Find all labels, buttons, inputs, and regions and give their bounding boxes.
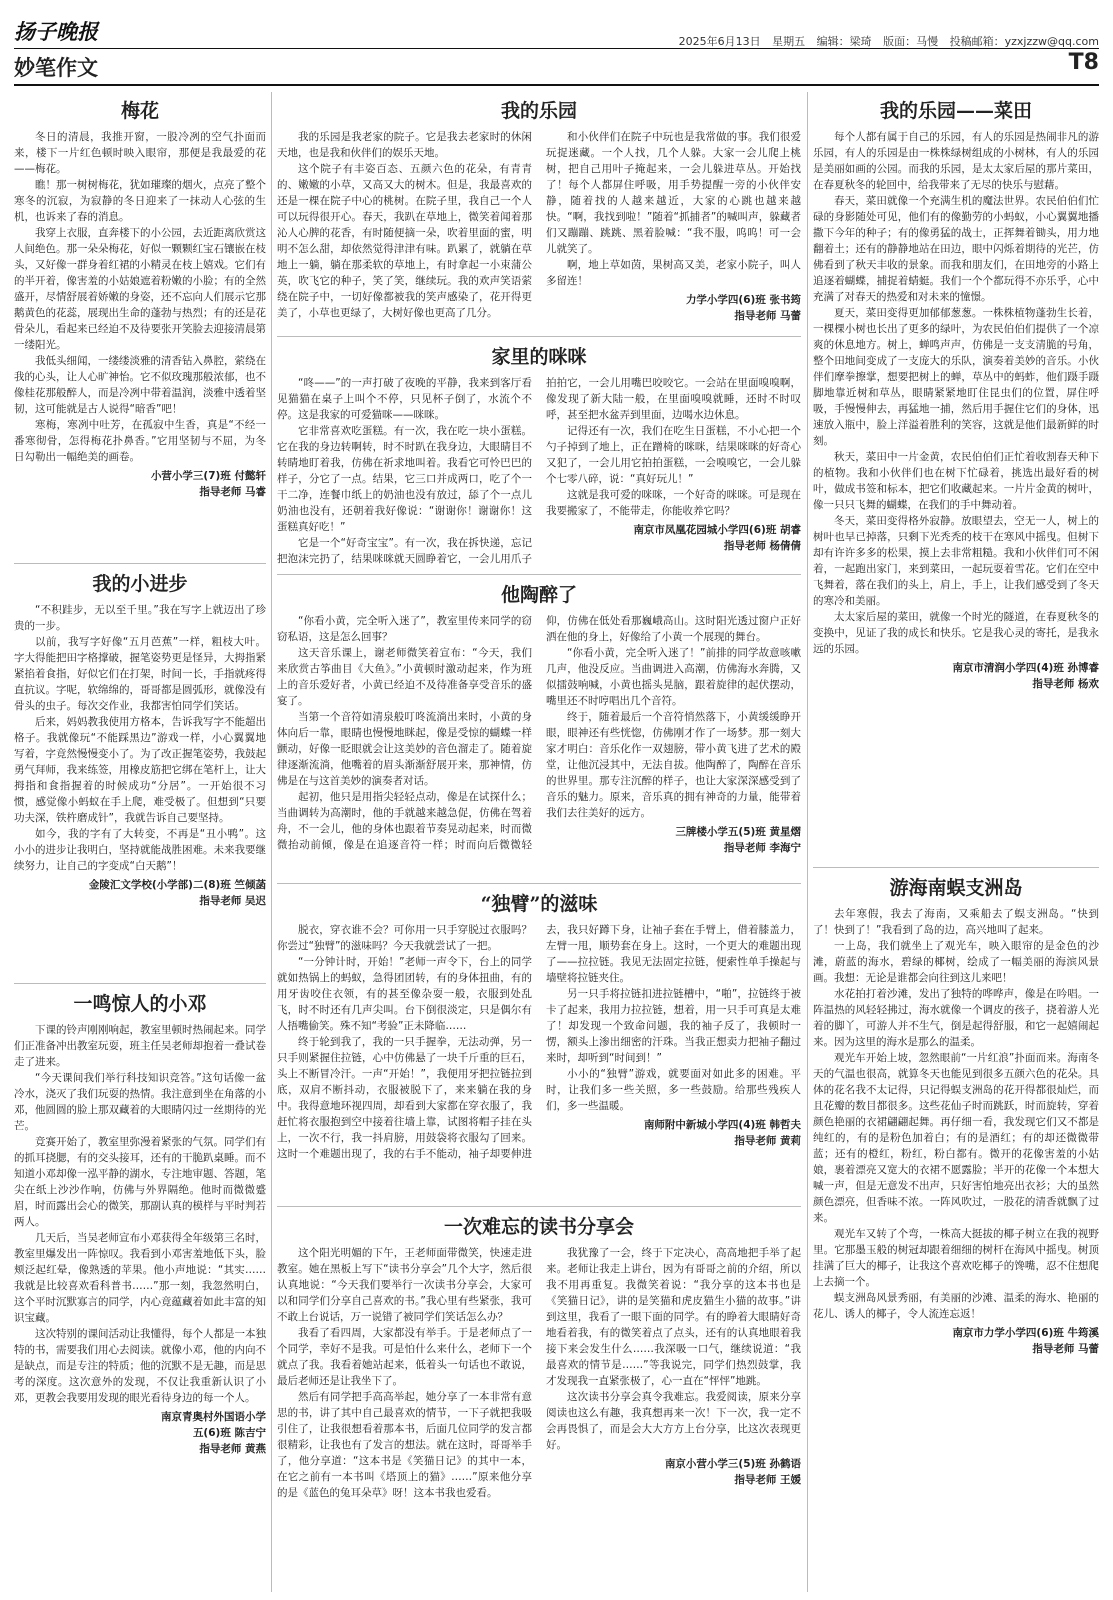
article-body bbox=[14, 1022, 266, 1406]
paragraph: 记得还有一次，我们在吃生日蛋糕，不小心把一个勺子掉到了地上，正在蹭椅的咪咪，结果咪咪的好奇心又犯了，一会儿用它拍拍蛋糕，一会嗅嗅它，一会儿躲个七零八碎，说：“真好玩儿！” bbox=[546, 425, 801, 485]
author-school: 南京小营小学三(5)班 孙鹤语 bbox=[664, 1458, 801, 1470]
article-title: 我的乐园——菜田 bbox=[879, 100, 1032, 122]
byline bbox=[14, 877, 266, 909]
paragraph: 竞赛开始了，教室里弥漫着紧张的气氛。同学们有的抓耳挠腮，有的交头接耳，还有的干脆趴桌睡。而不知道小邓却像一泓平静的湖水，专注地审题、答题，笔尖在纸上沙沙作响，仿佛与外界隔绝。他时而微微蹙眉，时而露出会心的微笑，那副认真的模样与平时判若两人。 bbox=[14, 1136, 266, 1228]
paragraph: 寒梅，寒冽中吐芳，在孤寂中生香，真是“不经一番寒彻骨，怎得梅花扑鼻香。”它用坚韧与不屈，为冬日勾勒出一幅绝美的画卷。 bbox=[14, 419, 266, 463]
paragraph: 我犹豫了一会，终于下定决心，高高地把手举了起来。老师让我走上讲台，因为有哥哥之前的介绍，所以我不用再重复。我微笑着说：“我分享的这本书也是《笑猫日记》，讲的是笑猫和虎皮猫生小猫的故事。”讲到这里，我看了一眼下面的同学。有的睁着大眼睛好奇地看着我，有的微笑着点了点头，还有的认真地眼着我接下来会发生什么……我深吸一口气，继续说道：“我最喜欢的情节是……”等我说完，同学们热烈鼓掌，我才发现我一直紧张极了，心一直在“怦怦”地跳。 bbox=[546, 1247, 801, 1387]
author-school: 南京市力学小学四(6)班 牛筠溪 bbox=[952, 1327, 1099, 1339]
divider bbox=[277, 574, 801, 575]
paragraph: 后来，妈妈教我使用方格本，告诉我写字不能超出格子。我就像玩“不能踩黑边”游戏一样，小心翼翼地写着，字竟然慢慢变小了。为了改正握笔姿势，我鼓起勇气拜师，我来练签，用橡皮筋把它绑在笔杆上，让大拇指和食指握着的时候成功“分居”。一开始很不习惯，感觉像小蚂蚁在手上爬，难受极了。但想到“只要功夫深，铁杵磨成针”，我就告诉自己要坚持。 bbox=[14, 716, 266, 824]
divider bbox=[14, 983, 266, 984]
paragraph: 观光车开始上坡，忽然眼前“一片红浪”扑面而来。海南冬天的气温也很高，就算冬天也能见到很多五颜六色的花朵。具体的花名我不太记得，只记得蜈支洲岛的花开得都很灿烂，而且花瓣的数目都很多。这些花仙子时而跳跃，时而旋转，穿着颜色艳丽的衣裙翩翩起舞。再仔细一看，我发现它们又不都是纯红的，有的是粉色加着白；有的是酒红；有的却还微微带蓝；还有的橙红，粉红，粉白都有。微开的花像害羞的小姑娘，裹着漂亮又宽大的衣裙不愿露脸；半开的花像一个本想大喊一声，但是无意发不出声，只好害怕地亮出衣衫；大的虽然颜色漂亮，但香味不浓。一阵风吹过，一股花的清香就飘了过来。 bbox=[813, 1052, 1099, 1224]
article-body bbox=[277, 1245, 801, 1501]
paragraph: 终于，随着最后一个音符悄然落下，小黄缓缓睁开眼，眼神还有些恍惚，仿佛刚才作了一场梦。那一刻大家才明白：音乐化作一双翅膀，带小黄飞进了艺术的殿堂，让他沉浸其中，无法自拔。他陶醉了，陶醉在音乐的世界里。那专注沉醉的样子，也让大家深深感受到了音乐的魅力。原来，音乐真的拥有神奇的力量，能带着我们去往美好的远方。 bbox=[546, 711, 801, 819]
divider bbox=[277, 883, 801, 884]
paragraph: “一分钟计时，开始！”老师一声令下，台上的同学就如热锅上的蚂蚁，急得团团转，有的身体扭曲，有的用牙齿咬住衣领，有的甚至像杂耍一般，衣服到处乱飞，时不时还有几声尖叫。台下倒很淡定，只是偶尔有人捂嘴偷笑。殊不知“考验”正未降临…… bbox=[277, 956, 532, 1032]
paragraph: 当第一个音符如清泉般叮咚流淌出来时，小黄的身体向后一靠，眼睛也慢慢地眯起，像是受惊的蝴蝶一样颤动，好像一眨眼就会让这美妙的音色溜走了。随着旋律逐渐流淌，他嘴着的眉头渐渐舒展开来，那神情，仿佛是在与这首美妙的演奏者对话。 bbox=[277, 711, 532, 787]
paragraph: 冬日的清晨，我推开窗，一股冷冽的空气扑面而来，楼下一片红色顿时映入眼帘，那便是我最爱的花——梅花。 bbox=[14, 131, 266, 175]
paragraph: 以前，我写字好像“五月芭蕉”一样，粗枝大叶。字大得能把田字格撑破，握笔姿势更是怪异，大拇指紧紧掐着食指，好似它们在打架，时间一长，手指就疼得直抗议。字呢，软绵绵的，哥哥都是圆弧形，就像没有骨头的虫子。每次交作业，我都害怕同学们笑话。 bbox=[14, 636, 266, 712]
paragraph: 这个阳光明媚的下午，王老师面带微笑，快速走进教室。她在黑板上写下“读书分享会”几个大字，然后很认真地说：“今天我们要举行一次读书分享会，大家可以和同学们分享自己喜欢的书。”我心里有些紧张，我可不敢上台说话，万一说错了被同学们笑话怎么办？ bbox=[277, 1247, 532, 1323]
paragraph: 它是一个“好奇宝宝”。有一次，我在拆快递，忘记把泡沫完扔了，结果咪咪就天圆睁着它，一会儿用爪子拍拍它，一会儿用嘴巴咬咬它。一会站在里面嗅嗅啊，像发现了新大陆一般，在里面嗅嗅就睡，还时不时叹呼，甚至把水盆弄到里面，边喝水边休息。 bbox=[277, 377, 801, 565]
paragraph: 一上岛，我们就坐上了观光车，映入眼帘的是金色的沙滩，蔚蓝的海水，碧绿的椰树，绘成了一幅美丽的海滨风景画。我想：无论是谁都会向往到这儿来吧！ bbox=[813, 940, 1099, 984]
teacher-credit: 指导老师 杨欢 bbox=[1032, 678, 1099, 690]
article-dushu bbox=[277, 1212, 801, 1589]
paragraph: 几天后，当吴老师宣布小邓获得全年级第三名时，教室里爆发出一阵惊叹。我看到小邓害羞地低下头，脸颊泛起红晕，像熟透的苹果。他小声地说：“其实……我就是比较喜欢看科普书……”那一刻，我忽然明白，这个平时沉默寡言的同学，内心竟蕴藏着如此丰富的知识宝藏。 bbox=[14, 1232, 266, 1324]
teacher-credit: 指导老师 杨倩倩 bbox=[723, 540, 801, 552]
masthead-rule-bottom bbox=[14, 84, 1099, 86]
section-title: 妙笔作文 bbox=[14, 55, 98, 80]
article-leyuan bbox=[277, 96, 801, 331]
column-divider-left bbox=[271, 92, 272, 1592]
paragraph: 小小的“独臂”游戏，就要面对如此多的困难。平时，让我们多一些关照，多一些鼓励。给那些残疾人们，多一些温暖。 bbox=[546, 1068, 801, 1112]
paragraph: 另一只手将拉链扣进拉链槽中，“啪”，拉链终于被卡了起来，我用力拉拉链，想着，用一只手可真是太难了！却发现一个致命问题，我的袖子反了，我顿时一愣，额头上渗出细密的汗珠。当我正想卖力把袖子翻过来时，却听到“时间到！” bbox=[546, 988, 801, 1064]
byline bbox=[546, 824, 801, 856]
article-body bbox=[14, 602, 266, 874]
article-title: 他陶醉了 bbox=[500, 584, 577, 606]
paragraph: 每个人都有属于自己的乐园，有人的乐园是热闹非凡的游乐园，有人的乐园是由一株株绿树组成的小树林，有人的乐园是美丽如画的公园。而我的乐园，是太太家后屋的那片菜田，在春夏秋冬的轮回中，给我带来了无尽的快乐与慰藉。 bbox=[813, 131, 1099, 191]
paragraph: 下课的铃声刚刚响起，教室里顿时热闹起来。同学们正准备冲出教室玩耍，班主任吴老师却抱着一叠试卷走了进来。 bbox=[14, 1024, 266, 1068]
paragraph: 我低头细闻，一缕缕淡雅的清香钻入鼻腔，萦绕在我的心头，让人心旷神怡。它不似玫瑰那般浓郁，也不像桂花那般醉人，而是冷冽中带着温润，淡雅中透着坚韧，这可能就是古人说得“暗香”吧！ bbox=[14, 355, 266, 415]
paragraph: 春天，菜田就像一个充满生机的魔法世界。农民伯伯们忙碌的身影随处可见，他们有的像勤劳的小蚂蚁，小心翼翼地播撒下今年的种子；有的像勇猛的战士，正挥舞着锄头，用力地翻着土；还有的静静地站在田边，眼中闪烁着期待的光芒，仿佛看到了秋天丰收的景象。而我和朋友们，在田地旁的小路上追逐着蝴蝶，捕捉着蜻蜓。我们一个个都玩得不亦乐乎，心中充满了对春天的热爱和对未来的憧憬。 bbox=[813, 195, 1099, 303]
byline bbox=[546, 1456, 801, 1488]
paragraph: 脱衣，穿衣谁不会？可你用一只手穿脱过衣服吗？你尝过“独臂”的滋味吗？今天我就尝试了一把。 bbox=[277, 924, 532, 952]
paragraph: “你看小黄，完全听入迷了”，教室里传来同学的窃窃私语，这是怎么回事？ bbox=[277, 615, 532, 643]
newspaper-logo: 扬子晚报 bbox=[14, 19, 98, 44]
paragraph: “今天课间我们举行科技知识竞答。”这句话像一盆冷水，浇灭了我们玩耍的热情。我注意到坐在角落的小邓，他圆圆的脸上那双藏着的大眼睛闪过一丝期待的光芒。 bbox=[14, 1072, 266, 1132]
paragraph: 观光车又转了个弯，一株高大挺拔的椰子树立在我的视野里。它那墨玉般的树冠却跟着细细的树杆在海风中摇曳。树顶挂满了巨大的椰子，让我这个喜欢吃椰子的馋嘴，忍不住想爬上去摘一个。 bbox=[813, 1228, 1099, 1288]
paragraph: “你看小黄，完全听入迷了！”前排的同学故意咳嗽几声，他没反应。当曲调进入高潮，仿佛海水奔腾，又似擂鼓响喊，小黄也摇头晃脑，跟着旋律的起伏摆动，嘴里还不时哼唱出几个音符。 bbox=[546, 647, 801, 707]
author-school: 三牌楼小学五(5)班 黄星熠 bbox=[675, 826, 801, 838]
divider bbox=[277, 1206, 801, 1207]
column-divider-right bbox=[807, 92, 808, 1592]
article-meihua bbox=[14, 96, 266, 558]
paragraph: “不积跬步，无以至千里。”我在写字上就迈出了珍贵的一步。 bbox=[14, 604, 266, 632]
byline bbox=[14, 1409, 266, 1457]
paragraph: 蜈支洲岛风景秀丽，有美丽的沙滩、温柔的海水、艳丽的花儿、诱人的椰子，令人流连忘返！ bbox=[813, 1292, 1099, 1320]
article-title: 梅花 bbox=[120, 100, 159, 122]
paragraph: 起初，他只是用指尖轻轻点动，像是在试探什么；当曲调转为高潮时，他的手就越来越急促，仿佛在驾着舟，不一会儿，他的身体也跟着节奏晃动起来，时而微微抬动前倾，像是在追逐音符一样；时而向后微微轻仰，仿佛在低处看那巍峨高山。这时阳光透过窗户正好洒在他的身上，好像给了小黄一个展现的舞台。 bbox=[277, 615, 801, 851]
article-mimi bbox=[277, 342, 801, 569]
paragraph: 去年寒假，我去了海南，又乘船去了蜈支洲岛。“快到了！快到了！”我看到了岛的边，高兴地叫了起来。 bbox=[813, 908, 1099, 936]
author-school: 金陵汇文学校(小学部)二(8)班 竺倾菡 bbox=[88, 879, 266, 891]
teacher-credit: 指导老师 王媛 bbox=[734, 1474, 801, 1486]
article-body bbox=[277, 613, 801, 856]
teacher-credit: 指导老师 吴迟 bbox=[199, 895, 266, 907]
article-dubi bbox=[277, 889, 801, 1201]
paragraph: 我看了看四周，大家都没有举手。于是老师点了一个同学，幸好不是我。可是怕什么来什么，老师下一个就点了我。我看着她站起来，低着头一句话也不敢说，最后老师还是让我坐下了。 bbox=[277, 1327, 532, 1387]
byline bbox=[546, 292, 801, 324]
article-title: 我的乐园 bbox=[500, 100, 577, 122]
author-school: 南京青奥村外国语小学 bbox=[161, 1411, 266, 1423]
teacher-credit: 指导老师 李海宁 bbox=[723, 842, 801, 854]
paragraph: 冬天，菜田变得格外寂静。放眼望去，空无一人，树上的树叶也早已掉落，只剩下光秃秃的枝干在寒风中摇曳。但树下却有许许多多的松果，摸上去非常粗糙。我和小伙伴们可不闲着，一起跑出家门，来到菜田，一起玩耍着雪花。它们在空中飞舞着，落在我们的头上，肩上，手上，让我们感受到了冬天的寒冷和美丽。 bbox=[813, 515, 1099, 607]
paragraph: 这天音乐课上，谢老师微笑着宣布：“今天，我们来欣赏古筝曲目《大鱼》。”小黄顿时激动起来，作为班上的音乐爱好者，小黄已经迫不及待准备享受音乐的盛宴了。 bbox=[277, 647, 532, 707]
article-body bbox=[813, 906, 1099, 1322]
issue-date: 2025年6月13日 bbox=[678, 35, 761, 48]
author-school: 力学小学四(6)班 张书筠 bbox=[685, 294, 801, 306]
issue-info bbox=[671, 33, 1099, 49]
paragraph: 它非常喜欢吃蛋糕。有一次，我在吃一块小蛋糕。它在我的身边转啊转，时不时趴在我身边，大眼睛目不转睛地盯着我，仿佛在祈求地叫着。我看它可怜巴巴的样子，分它了一点。结果，它三口并成两口，吃了个一干二净，连餐巾纸上的奶油也没有放过，舔了个一点儿奶油也没有，还朝着我好像说：“谢谢你！谢谢你！这蛋糕真好吃！” bbox=[277, 425, 532, 533]
teacher-credit: 指导老师 马蕾 bbox=[734, 310, 801, 322]
article-jinbu bbox=[14, 569, 266, 978]
author-school: 小营小学三(7)班 付懿轩 bbox=[150, 470, 266, 482]
article-title: “独臂”的滋味 bbox=[480, 893, 598, 915]
divider bbox=[813, 867, 1099, 868]
submission-email: 投稿邮箱：yzxjzzw@qq.com bbox=[949, 35, 1099, 48]
paragraph: 这个院子有丰姿百态、五颜六色的花朵，有青青的、嫩嫩的小草，又高又大的树木。但是，我最喜欢的还是一棵在院子中心的桃树。在院子里，我自己一个人可以玩得很开心。春天，我趴在草地上，微笑着闻着那沁人心脾的花香，有时随便摘一朵，吹着里面的蜜，明明不怎么甜，却依然觉得津津有味。趴累了，就躺在草地上一躺，躺在那柔软的草地上，有时拿起一小束蒲公英，吹飞它的种子，笑了笑，继续玩。我的欢声笑语萦绕在院子中，一切好像都被我的笑声感染了，花开得更美了，小草也更绿了，大树好像也更高了几分。 bbox=[277, 163, 532, 319]
article-body bbox=[813, 129, 1099, 657]
article-title: 我的小进步 bbox=[92, 573, 188, 595]
paragraph: 这就是我可爱的咪咪，一个好奇的咪咪。可是现在我要搬家了，不能带走，你能收养它吗？ bbox=[546, 489, 801, 517]
paragraph: 夏天，菜田变得更加郁郁葱葱。一株株植物蓬勃生长着，一棵棵小树也长出了更多的绿叶，为农民伯伯们提供了一个凉爽的休息地方。树上，蝉鸣声声，仿佛是一支支清脆的号角，整个田地间变成了一支庞大的乐队，演奏着美妙的音乐。小伙伴们摩拳擦掌，想要把树上的蝉，草丛中的蚂蚱，他们蹑手蹑脚地靠近树和草丛，眼睛紧紧地盯住昆虫们的位置，屏住呼吸，手慢慢伸去，再猛地一捕，然后用手握住它们的身体，迅速放入瓶中，脸上洋溢着胜利的笑容，这就是他们最新鲜的时刻。 bbox=[813, 307, 1099, 447]
byline bbox=[813, 660, 1099, 692]
paragraph: 和小伙伴们在院子中玩也是我常做的事。我们很爱玩捉迷藏。一个人找，几个人躲。大家一会儿爬上桃树，把自己用叶子掩起来，一会儿躲进草丛。开始找了！每个人都屏住呼吸，用手势提醒一旁的小伙伴安静，随着找的人越来越近，大家的心跳也越来越快。“啊，我找到啦！”随着“抓捕者”的喊叫声，躲藏者们又蹦蹦、跳跳、黑着脸喊：“我不服，呜呜！可一会儿就笑了。 bbox=[546, 131, 801, 255]
author-school: 南京市凤凰花园城小学四(6)班 胡睿 bbox=[633, 524, 801, 536]
divider bbox=[277, 336, 801, 337]
paragraph: 瞧！那一树树梅花，犹如璀璨的烟火，点亮了整个寒冬的沉寂，为寂静的冬日迎来了一抹动人心弦的生机，也诉来了春的消息。 bbox=[14, 179, 266, 223]
teacher-credit: 指导老师 马睿 bbox=[199, 486, 266, 498]
paragraph: 我的乐园是我老家的院子。它是我去老家时的休闲天地，也是我和伙伴们的娱乐天地。 bbox=[277, 131, 532, 159]
teacher-credit: 指导老师 黄莉 bbox=[734, 1135, 801, 1147]
byline bbox=[546, 1117, 801, 1149]
paragraph: 秋天，菜田中一片金黄，农民伯伯们正忙着收割春天种下的植物。我和小伙伴们也在树下忙碌着，挑选出最好看的树叶，做成书签和标本，把它们收藏起来。一片片金黄的树叶，像一只只飞舞的蝴蝶，在我们的手中舞动着。 bbox=[813, 451, 1099, 511]
author-class: 五(6)班 陈吉宁 bbox=[192, 1427, 266, 1439]
byline bbox=[813, 1325, 1099, 1357]
article-title: 游海南蜈支洲岛 bbox=[889, 877, 1023, 899]
paragraph: 我穿上衣服，直奔楼下的小公园，去近距离欣赏这人间绝色。那一朵朵梅花，好似一颗颗红宝石镶嵌在枝头，又好像一群身着红裙的小精灵在枝上嬉戏。它们有的半开着，像害羞的小姑娘遮着粉嫩的小脸；有的全然盛开，尽情舒展着娇嫩的身姿，还不忘向人们展示它那鹅黄色的花蕊，展现出生命的蓬勃与热烈；有的还是花骨朵儿，看起来已经迫不及待要张开笑脸去迎接清晨第一缕阳光。 bbox=[14, 227, 266, 351]
article-youhai bbox=[813, 873, 1099, 1589]
paragraph: 太太家后屋的菜田，就像一个时光的隧道，在春夏秋冬的变换中，见证了我的成长和快乐。它是我心灵的寄托，是我永远的乐园。 bbox=[813, 611, 1099, 655]
paragraph: 如今，我的字有了大转变，不再是“丑小鸭”。这小小的进步让我明白，坚持就能战胜困难。未来我要继续努力，让自己的字变成“白天鹅”！ bbox=[14, 828, 266, 872]
article-body bbox=[277, 129, 801, 324]
article-title: 一鸣惊人的小邓 bbox=[73, 993, 207, 1015]
author-school: 南师附中新城小学四(4)班 韩哲夫 bbox=[643, 1119, 801, 1131]
page-number: T8 bbox=[1068, 50, 1099, 75]
paragraph: 水花拍打着沙滩，发出了独特的哗哗声，像是在吟唱。一阵温热的风轻轻拂过，海水就像一个调皮的孩子，挠着游人光着的脚丫，可游人并不生气，倒是起得舒服，和它一起嬉闹起来。因为这里的海水是那么的温柔。 bbox=[813, 988, 1099, 1048]
masthead bbox=[14, 0, 1099, 86]
paragraph: 这次读书分享会真令我难忘。我爱阅读，原来分享阅读也这么有趣，我真想再来一次！下一次，我一定不会再畏惧了，而是会大大方方上台分享，比这次表现更好。 bbox=[546, 1391, 801, 1451]
byline bbox=[14, 468, 266, 500]
issue-weekday: 星期五 bbox=[772, 35, 806, 48]
paragraph: 终于轮到我了，我的一只手握拳，无法动弹，另一只手则紧握住拉链，心中仿佛悬了一块千斤重的巨石，头上不断冒冷汗。一声“开始！”，我便用牙把拉链拉到底，双肩不断抖动，衣服被脱下了，来来躺在我的身中。我得意地环视四周，却看到大家都在穿衣服了，我赶忙将衣服抱到空中接着往墙上靠，试图将帽子挂在头上，一次不行，我一抖肩膀，用鼓袋将衣服勾了回来。这时一个难题出现了，我的右手不能动，袖子却要伸进去，我只好蹲下身，让袖子套在手臂上，借着膝盖力，左臂一甩，顺势套在身上。这时，一个更大的难题出现了——拉拉链。我见无法固定拉链，便索性单手操起与墙壁将拉链夹住。 bbox=[277, 924, 801, 1160]
paragraph: “咚——”的一声打破了夜晚的平静，我来到客厅看见猫猫在桌子上叫个不停，只见杯子倒了，水流个不停。这是我家的可爱猫咪——咪咪。 bbox=[277, 377, 532, 421]
masthead-rule-top bbox=[14, 48, 1099, 49]
article-caitian bbox=[813, 96, 1099, 862]
article-body bbox=[14, 129, 266, 465]
teacher-credit: 指导老师 黄燕 bbox=[199, 1443, 266, 1455]
paragraph: 这次特别的课间活动让我懂得，每个人都是一本独特的书，需要我们用心去阅读。就像小邓，他的内向不是缺点，而是专注的特质；他的沉默不是无趣，而是思考的深度。这次意外的发现，不仅让我重新认识了小邓，更教会我要用发现的眼光看待身边的每一个人。 bbox=[14, 1328, 266, 1404]
divider bbox=[14, 563, 266, 564]
paragraph: 啊，地上草如茵，果树高又美，老家小院子，叫人多留连！ bbox=[546, 259, 801, 287]
author-school: 南京市清润小学四(4)班 孙博睿 bbox=[952, 662, 1099, 674]
article-body bbox=[277, 922, 801, 1162]
article-taozui bbox=[277, 580, 801, 878]
article-xiaodeng bbox=[14, 989, 266, 1589]
article-title: 家里的咪咪 bbox=[491, 346, 587, 368]
article-title: 一次难忘的读书分享会 bbox=[443, 1216, 634, 1238]
editor-credit: 编辑：梁琦 bbox=[816, 35, 872, 48]
article-body bbox=[277, 375, 801, 567]
designer-credit: 版面：马慢 bbox=[883, 35, 939, 48]
paragraph: 然后有同学把手高高举起，她分享了一本非常有意思的书，讲了其中自己最喜欢的情节，一下子就把我吸引住了，让我很想看着那本书，后面几位同学的发言都很精彩，让我也有了发言的想法。就在这时，哥哥举手了，他分享道：“这本书是《笑猫日记》的其中一本，在它之前有一本书叫《塔顶上的猫》……”原来他分享的是《蓝色的兔耳朵草》呀！这本书我也爱看。 bbox=[277, 1391, 532, 1499]
teacher-credit: 指导老师 马蕾 bbox=[1032, 1343, 1099, 1355]
byline bbox=[546, 522, 801, 554]
